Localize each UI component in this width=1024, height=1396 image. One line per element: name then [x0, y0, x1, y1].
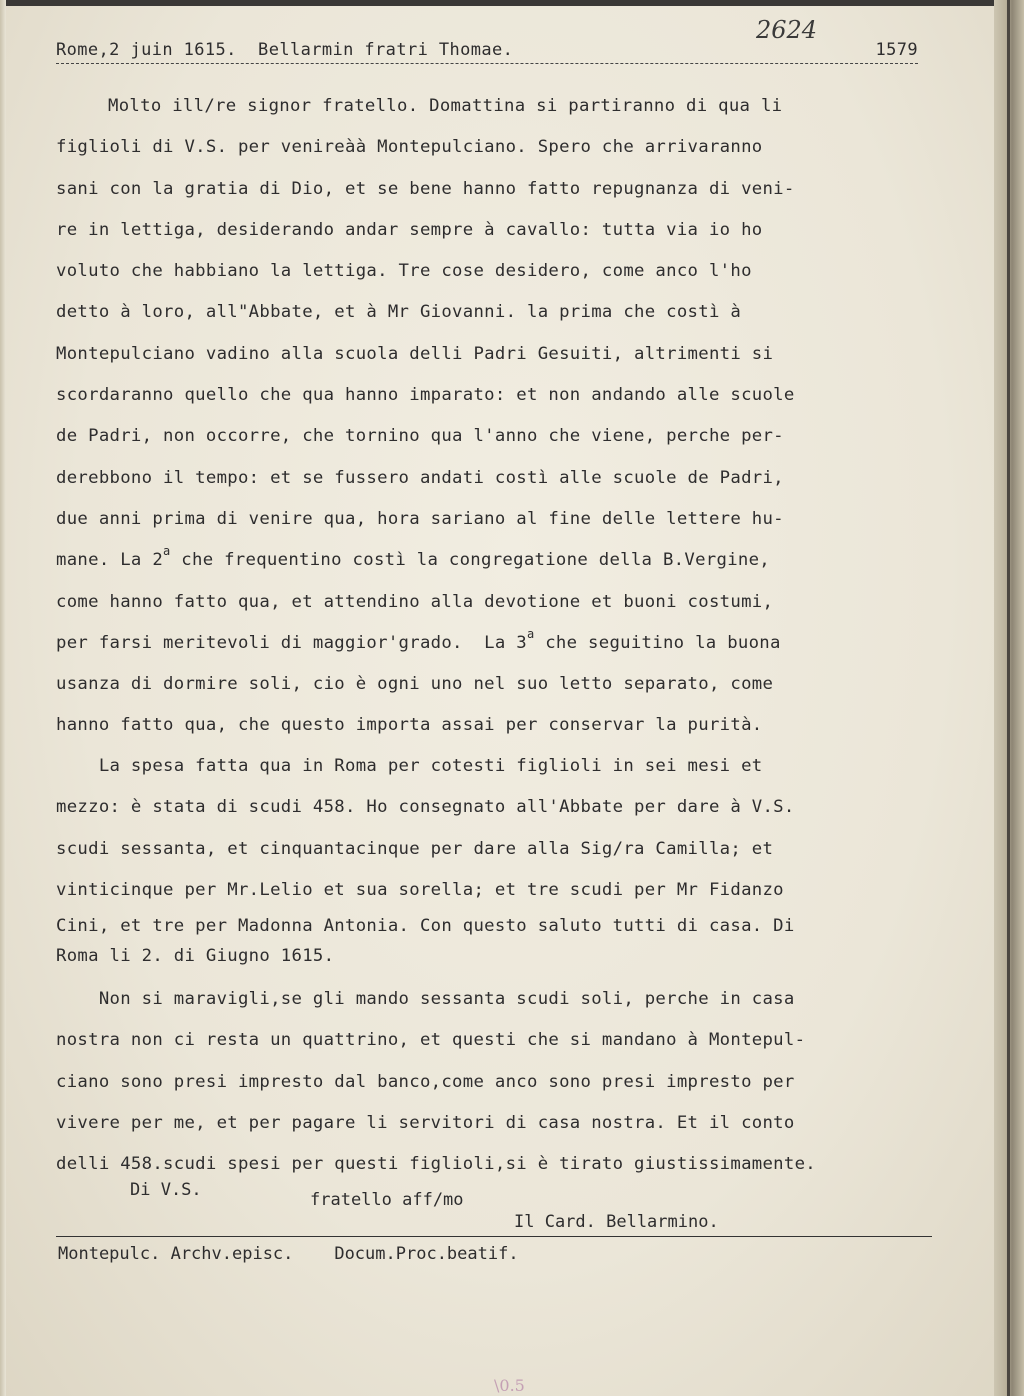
- page-header: [56, 40, 918, 68]
- text-line: scordaranno quello che qua hanno imparato: et non andando alle scuole: [56, 385, 795, 406]
- left-edge: [0, 0, 6, 1396]
- handwritten-number: 2624: [756, 16, 818, 44]
- signoff-fratello: fratello aff/mo: [310, 1190, 464, 1210]
- signature: Il Card. Bellarmino.: [514, 1212, 719, 1232]
- text-fragment: mane. La 2: [56, 550, 164, 571]
- text-line: [56, 623, 795, 664]
- text-line: vinticinque per Mr.Lelio et sua sorella; et tre scudi per Mr Fidanzo: [56, 879, 784, 900]
- text-line: Montepulciano vadino alla scuola delli Padri Gesuiti, altrimenti si: [56, 343, 774, 364]
- archive-reference: Montepulc. Archv.episc. Docum.Proc.beatif.: [58, 1244, 519, 1264]
- text-line: re in lettiga, desiderando andar sempre à cavallo: tutta via io ho: [56, 219, 763, 240]
- text-line: Molto ill/re signor fratello. Domattina si partiranno di qua li: [108, 96, 783, 116]
- text-line: voluto che habbiano la lettiga. Tre cose desidero, come anco l'ho: [56, 261, 752, 282]
- text-line: [56, 540, 795, 581]
- text-line: figlioli di V.S. per venireàà Montepulciano. Spero che arrivaranno: [56, 137, 763, 158]
- text-fragment: che seguitino la buona: [534, 632, 781, 653]
- text-line: nostra non ci resta un quattrino, et questi che si mandano à Montepul-: [56, 1030, 806, 1051]
- signoff-di-vs: Di V.S.: [130, 1180, 202, 1200]
- superscript: a: [163, 544, 171, 559]
- text-line: de Padri, non occorre, che tornino qua l'anno che viene, perche per-: [56, 426, 784, 447]
- text-line: Cini, et tre per Madonna Antonia. Con questo saluto tutti di casa. Di: [56, 916, 795, 937]
- text-line: detto à loro, all"Abbate, et à Mr Giovanni. la prima che costì à: [56, 302, 742, 323]
- text-line: derebbono il tempo: et se fussero andati costì alle scuole de Padri,: [56, 467, 784, 488]
- text-line: vivere per me, et per pagare li servitori di casa nostra. Et il conto: [56, 1112, 795, 1133]
- text-line: mezzo: è stata di scudi 458. Ho consegnato all'Abbate per dare à V.S.: [56, 797, 795, 818]
- right-binding-line: [1007, 0, 1010, 1396]
- header-underline: [56, 63, 918, 64]
- signoff: [56, 1180, 936, 1240]
- text-fragment: per farsi meritevoli di maggior'grado. La 3: [56, 632, 527, 653]
- text-line: Non si maravigli,se gli mando sessanta scudi soli, perche in casa: [56, 989, 795, 1009]
- page-number: 1579: [875, 40, 918, 60]
- text-line: due anni prima di venire qua, hora sariano al fine delle lettere hu-: [56, 508, 784, 529]
- text-fragment: che frequentino costì la congregatione della B.Vergine,: [170, 550, 771, 571]
- paragraph-1: [56, 86, 795, 747]
- text-line: Roma li 2. di Giugno 1615.: [56, 946, 335, 967]
- paragraph-2: [56, 746, 795, 971]
- paragraph-3: [56, 979, 816, 1185]
- text-line: ciano sono presi impresto dal banco,come anco sono presi impresto per: [56, 1071, 795, 1092]
- ink-stamp-mark: \0.5: [494, 1376, 525, 1395]
- superscript: a: [526, 626, 535, 641]
- text-line: come hanno fatto qua, et attendino alla devotione et buoni costumi,: [56, 591, 774, 612]
- footer-rule: [56, 1236, 932, 1237]
- text-line: La spesa fatta qua in Roma per cotesti figlioli in sei mesi et: [56, 756, 763, 776]
- top-edge: [0, 0, 1024, 6]
- header-title: Rome,2 juin 1615. Bellarmin fratri Thomae.: [56, 40, 514, 60]
- text-line: usanza di dormire soli, cio è ogni uno nel suo letto separato, come: [56, 674, 774, 695]
- text-line: scudi sessanta, et cinquantacinque per dare alla Sig/ra Camilla; et: [56, 838, 774, 859]
- text-line: hanno fatto qua, che questo importa assai per conservar la purità.: [56, 715, 763, 736]
- text-line: delli 458.scudi spesi per questi figlioli,si è tirato giustissimamente.: [56, 1154, 816, 1175]
- text-line: sani con la gratia di Dio, et se bene hanno fatto repugnanza di veni-: [56, 178, 795, 199]
